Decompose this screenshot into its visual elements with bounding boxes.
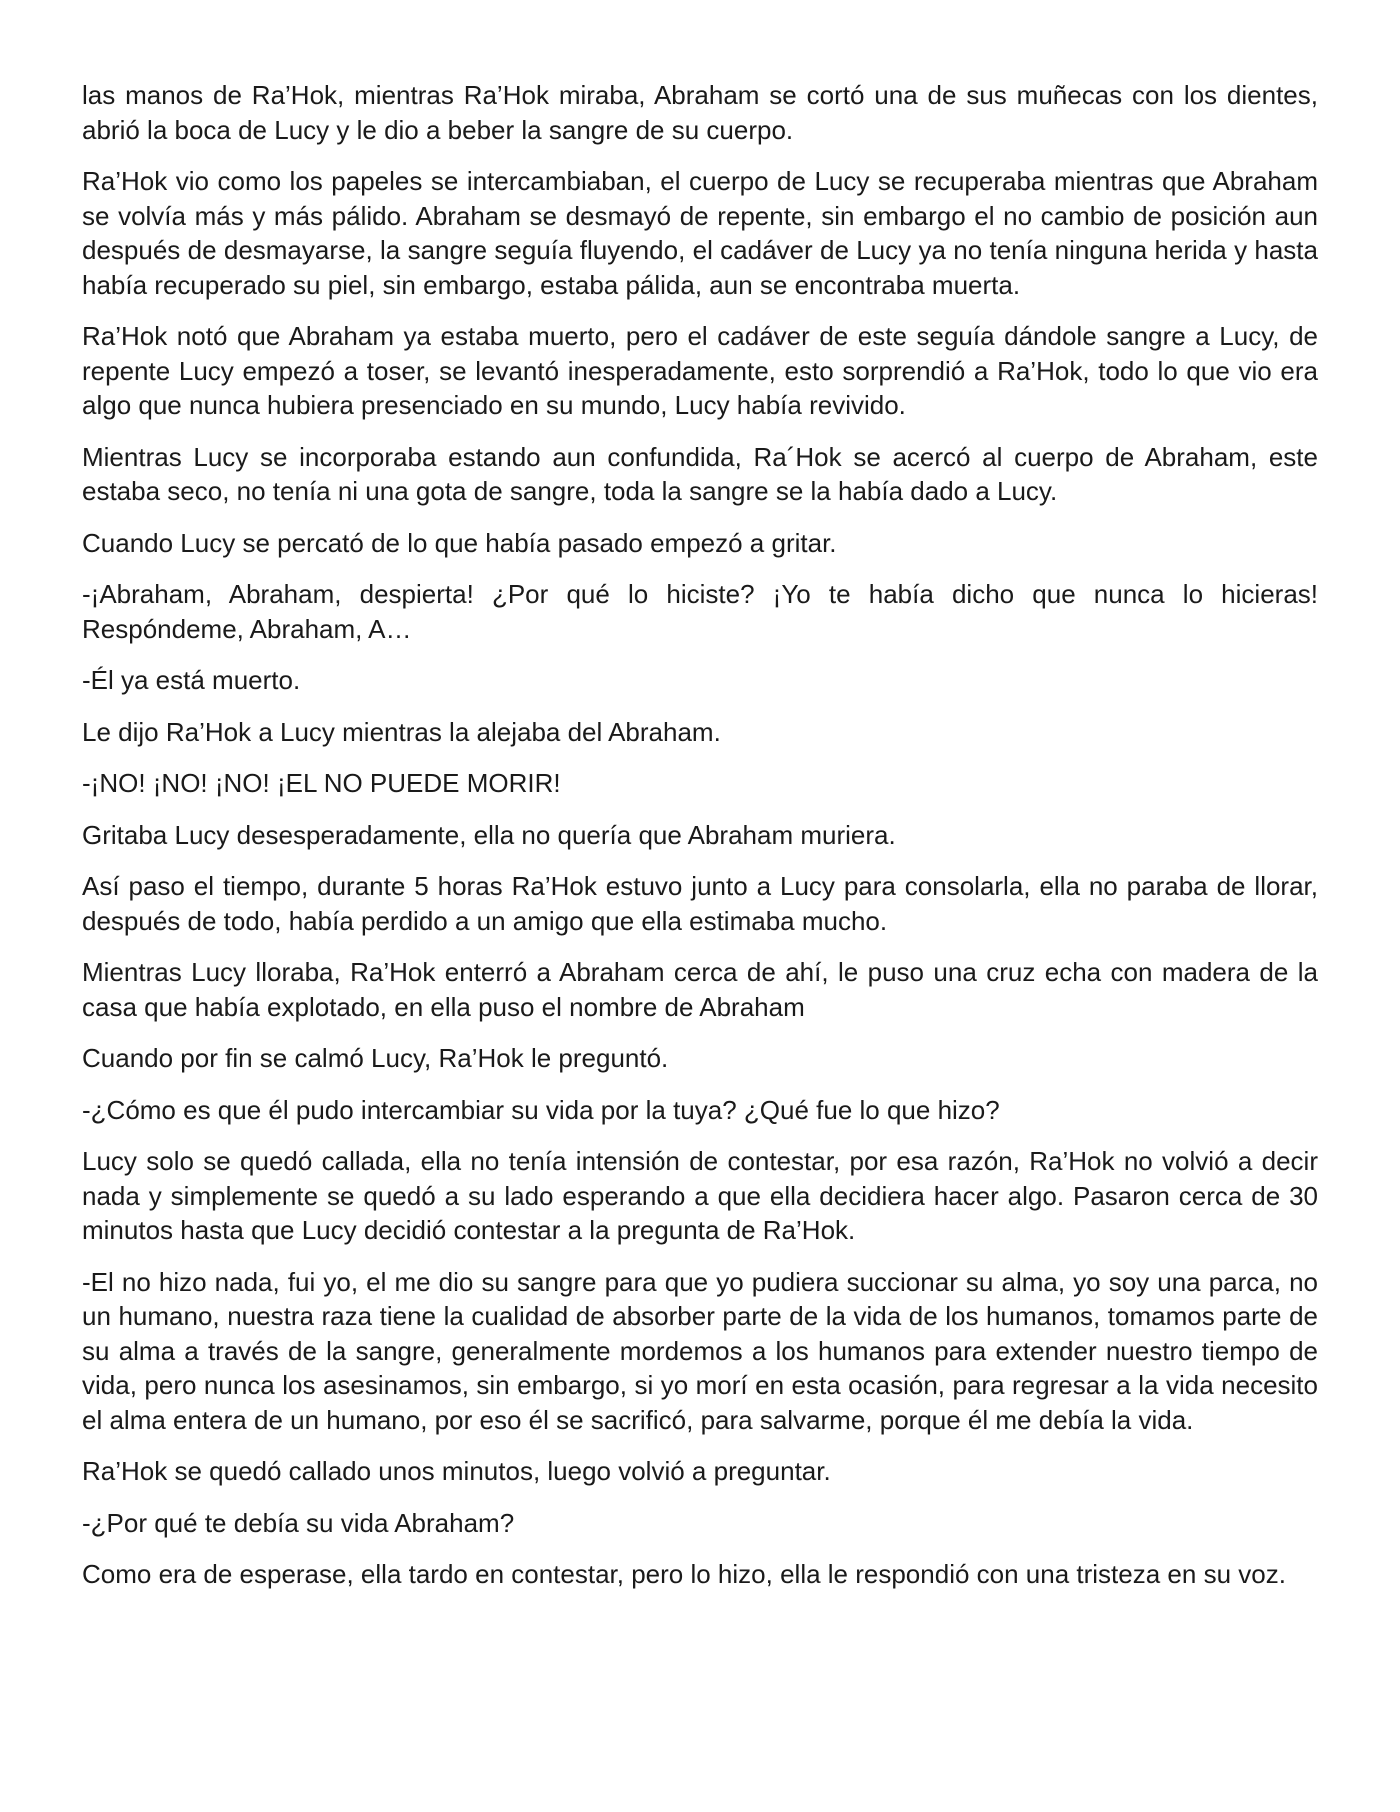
dialogue-line: -¿Cómo es que él pudo intercambiar su vida por la tuya? ¿Qué fue lo que hizo? — [82, 1094, 1000, 1125]
paragraph: Ra’Hok vio como los papeles se intercambiaban, el cuerpo de Lucy se recuperaba mientras que Abraham se volvía más y más pálido. Abraham se desmayó de repente, sin embargo el no cambio de posición aun después de desmayarse, la sangre seguía fluyendo, el cadáver de Lucy ya no tenía ninguna herida y hasta había recuperado su piel, sin embargo, estaba pálida, aun se encontraba muerta. — [82, 166, 1318, 300]
paragraph: Mientras Lucy se incorporaba estando aun confundida, Ra´Hok se acercó al cuerpo de Abraham, este estaba seco, no tenía ni una gota de sangre, toda la sangre se la había dado a Lucy. — [82, 441, 1318, 506]
paragraph: las manos de Ra’Hok, mientras Ra’Hok miraba, Abraham se cortó una de sus muñecas con los dientes, abrió la boca de Lucy y le dio a beber la sangre de su cuerpo. — [82, 80, 1318, 145]
paragraph: Ra’Hok notó que Abraham ya estaba muerto, pero el cadáver de este seguía dándole sangre a Lucy, de repente Lucy empezó a toser, se levantó inesperadamente, esto sorprendió a Ra’Hok, todo lo que vio era algo que nunca hubiera presenciado en su mundo, Lucy había revivido. — [82, 321, 1318, 420]
dialogue-line: -¿Por qué te debía su vida Abraham? — [82, 1507, 515, 1538]
paragraph: Así paso el tiempo, durante 5 horas Ra’Hok estuvo junto a Lucy para consolarla, ella no paraba de llorar, después de todo, había perdido a un amigo que ella estimaba mucho. — [82, 871, 1318, 936]
paragraph: Le dijo Ra’Hok a Lucy mientras la alejaba del Abraham. — [82, 716, 721, 747]
dialogue-line: -Él ya está muerto. — [82, 665, 301, 695]
paragraph: Gritaba Lucy desesperadamente, ella no quería que Abraham muriera. — [82, 819, 896, 850]
paragraph: Como era de esperase, ella tardo en contestar, pero lo hizo, ella le respondió con una tristeza en su voz. — [82, 1559, 1286, 1589]
paragraph: Ra’Hok se quedó callado unos minutos, luego volvió a preguntar. — [82, 1456, 831, 1486]
dialogue-line: -El no hizo nada, fui yo, el me dio su sangre para que yo pudiera succionar su alma, yo soy una parca, no un humano, nuestra raza tiene la cualidad de absorber parte de la vida de los humanos, tomamos parte de su alma a través de la sangre, generalmente mordemos a los humanos para extender nuestro tiempo de vida, pero nunca los asesinamos, sin embargo, si yo morí en esta ocasión, para regresar a la vida necesito el alma entera de un humano, por eso él se sacrificó, para salvarme, porque él me debía la vida. — [82, 1266, 1318, 1435]
dialogue-line: -¡Abraham, Abraham, despierta! ¿Por qué lo hiciste? ¡Yo te había dicho que nunca lo hicieras! Respóndeme, Abraham, A… — [82, 579, 1318, 644]
paragraph: Cuando por fin se calmó Lucy, Ra’Hok le preguntó. — [82, 1043, 669, 1073]
paragraph: Mientras Lucy lloraba, Ra’Hok enterró a Abraham cerca de ahí, le puso una cruz echa con madera de la casa que había explotado, en ella puso el nombre de Abraham — [82, 957, 1318, 1022]
dialogue-line: -¡NO! ¡NO! ¡NO! ¡EL NO PUEDE MORIR! — [82, 768, 561, 798]
paragraph: Cuando Lucy se percató de lo que había pasado empezó a gritar. — [82, 527, 837, 558]
paragraph: Lucy solo se quedó callada, ella no tenía intensión de contestar, por esa razón, Ra’Hok no volvió a decir nada y simplemente se quedó a su lado esperando a que ella decidiera hacer algo. Pasaron cerca de 30 minutos hasta que Lucy decidió contestar a la pregunta de Ra’Hok. — [82, 1146, 1318, 1245]
document-page — [82, 78, 1318, 1609]
